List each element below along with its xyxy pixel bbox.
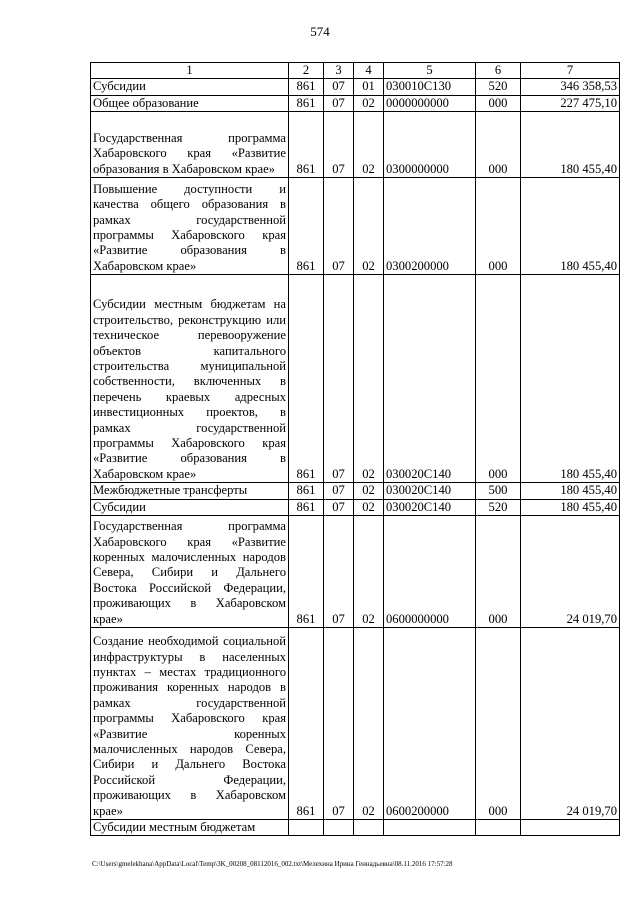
cell-amount: 180 455,40 [521, 112, 620, 178]
cell-subsection: 02 [354, 275, 384, 483]
cell-target-code [384, 820, 476, 836]
table-row [91, 95, 620, 111]
table-row [91, 820, 620, 836]
table-row [91, 112, 620, 178]
cell-expense-type: 520 [476, 499, 521, 515]
cell-amount: 180 455,40 [521, 499, 620, 515]
row-name: Межбюджетные трансферты [91, 483, 289, 499]
cell-amount: 180 455,40 [521, 483, 620, 499]
cell-ministry: 861 [289, 628, 324, 820]
column-header: 7 [521, 63, 620, 79]
cell-target-code: 0000000000 [384, 95, 476, 111]
cell-target-code: 030020С140 [384, 499, 476, 515]
cell-subsection: 02 [354, 178, 384, 275]
cell-amount: 346 358,53 [521, 79, 620, 95]
cell-ministry: 861 [289, 95, 324, 111]
cell-ministry: 861 [289, 483, 324, 499]
column-header: 1 [91, 63, 289, 79]
cell-section: 07 [324, 275, 354, 483]
column-header: 2 [289, 63, 324, 79]
cell-amount: 227 475,10 [521, 95, 620, 111]
column-header: 5 [384, 63, 476, 79]
cell-target-code: 0300000000 [384, 112, 476, 178]
cell-section: 07 [324, 516, 354, 628]
column-header: 6 [476, 63, 521, 79]
cell-amount: 24 019,70 [521, 628, 620, 820]
cell-target-code: 030010С130 [384, 79, 476, 95]
cell-expense-type: 000 [476, 628, 521, 820]
cell-expense-type: 520 [476, 79, 521, 95]
cell-section: 07 [324, 95, 354, 111]
table-row [91, 628, 620, 820]
cell-expense-type: 000 [476, 516, 521, 628]
cell-expense-type: 000 [476, 275, 521, 483]
cell-section [324, 820, 354, 836]
cell-target-code: 030020С140 [384, 483, 476, 499]
cell-target-code: 0300200000 [384, 178, 476, 275]
table-row [91, 275, 620, 483]
cell-amount: 180 455,40 [521, 275, 620, 483]
cell-amount: 24 019,70 [521, 516, 620, 628]
cell-section: 07 [324, 79, 354, 95]
column-header: 3 [324, 63, 354, 79]
cell-section: 07 [324, 178, 354, 275]
cell-subsection: 02 [354, 516, 384, 628]
cell-section: 07 [324, 483, 354, 499]
cell-subsection: 02 [354, 112, 384, 178]
cell-ministry: 861 [289, 516, 324, 628]
budget-table [90, 62, 620, 836]
file-path-footer: C:\Users\gmelekhana\AppData\Local\Temp\3K_00208_08112016_002.txt\Мелехина Ирина Геннадьевна\08.11.2016 17:57:28 [92, 860, 453, 868]
cell-subsection [354, 820, 384, 836]
page-number: 574 [310, 24, 330, 39]
table-row [91, 79, 620, 95]
cell-subsection: 02 [354, 628, 384, 820]
cell-section: 07 [324, 628, 354, 820]
row-name: Государственная программа Хабаровского края «Развитие образования в Хабаровском крае» [91, 112, 289, 178]
row-name: Государственная программа Хабаровского края «Развитие коренных малочисленных народов Севера, Сибири и Дальнего Востока Российской Федерации, проживающих в Хабаровском крае» [91, 516, 289, 628]
table-row [91, 178, 620, 275]
table-row [91, 516, 620, 628]
cell-ministry: 861 [289, 499, 324, 515]
cell-ministry: 861 [289, 112, 324, 178]
cell-section: 07 [324, 112, 354, 178]
row-name: Повышение доступности и качества общего образования в рамках государственной программы Хабаровского края «Развитие образования в Хабаровском крае» [91, 178, 289, 275]
cell-amount: 180 455,40 [521, 178, 620, 275]
cell-subsection: 02 [354, 95, 384, 111]
table-header-row [91, 63, 620, 79]
cell-section: 07 [324, 499, 354, 515]
cell-ministry: 861 [289, 178, 324, 275]
cell-expense-type: 000 [476, 178, 521, 275]
cell-subsection: 01 [354, 79, 384, 95]
cell-subsection: 02 [354, 483, 384, 499]
cell-amount [521, 820, 620, 836]
cell-ministry [289, 820, 324, 836]
cell-ministry: 861 [289, 79, 324, 95]
cell-target-code: 0600200000 [384, 628, 476, 820]
cell-expense-type: 000 [476, 112, 521, 178]
cell-subsection: 02 [354, 499, 384, 515]
row-name: Субсидии [91, 79, 289, 95]
row-name: Общее образование [91, 95, 289, 111]
cell-expense-type: 500 [476, 483, 521, 499]
table-row [91, 483, 620, 499]
cell-ministry: 861 [289, 275, 324, 483]
cell-target-code: 0600000000 [384, 516, 476, 628]
row-name: Субсидии [91, 499, 289, 515]
row-name: Субсидии местным бюджетам [91, 820, 289, 836]
table-row [91, 499, 620, 515]
cell-target-code: 030020С140 [384, 275, 476, 483]
row-name: Создание необходимой социальной инфраструктуры в населенных пунктах – местах традиционного проживания коренных народов в рамках государственной программы Хабаровского края «Развитие коренных малочисленных народов Севера, Сибири и Дальнего Востока Российской Федерации, проживающих в Хабаровском крае» [91, 628, 289, 820]
column-header: 4 [354, 63, 384, 79]
cell-expense-type [476, 820, 521, 836]
cell-expense-type: 000 [476, 95, 521, 111]
row-name: Субсидии местным бюджетам на строительство, реконструкцию или техническое перевооружение объектов капитального строительства муниципальной собственности, включенных в перечень краевых адресных инвестиционных проектов, в рамках государственной программы Хабаровского края «Развитие образования в Хабаровском крае» [91, 275, 289, 483]
